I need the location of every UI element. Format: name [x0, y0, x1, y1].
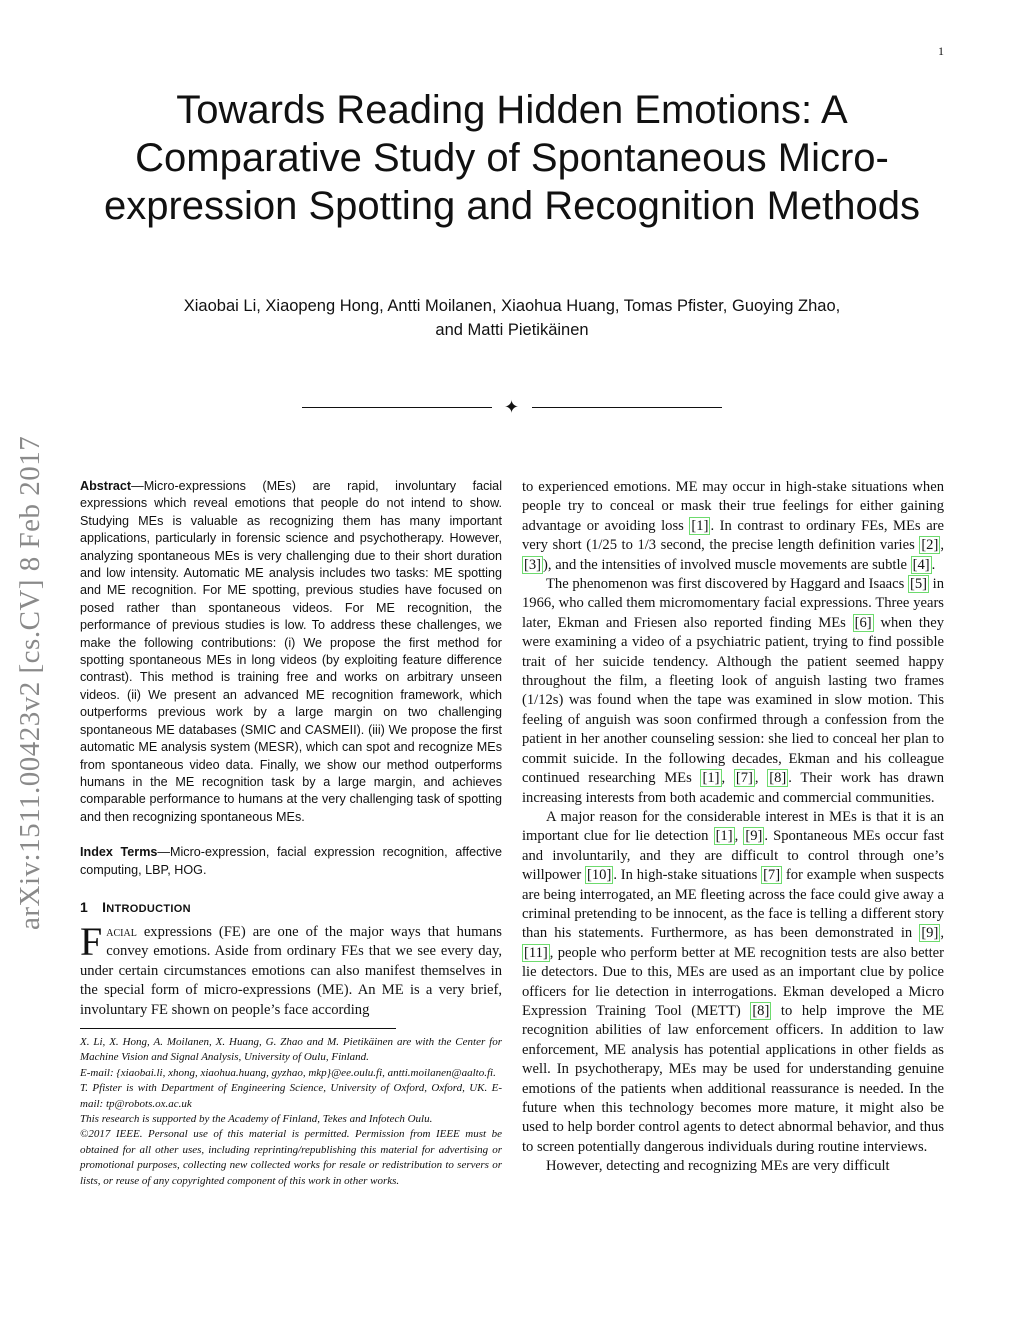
- citation-link[interactable]: [3]: [524, 556, 542, 573]
- citation-link[interactable]: [5]: [909, 576, 927, 593]
- section-heading-rest: NTRODUCTION: [106, 902, 191, 915]
- text-run: The phenomenon was first discovered by Haggard and Isaacs: [546, 576, 908, 593]
- page-number: 1: [938, 44, 944, 58]
- intro-paragraph-3: [522, 808, 944, 1157]
- text-run: in 1966, who called them micromomentary facial expressions. Three years later, Ekman and Friesen also reported finding MEs: [522, 576, 945, 631]
- separator-rule-left: [302, 407, 492, 408]
- drop-cap: F: [80, 918, 103, 964]
- text-run: . Their work has drawn increasing interests from both academic and commercial communities.: [522, 770, 945, 806]
- section-heading-introduction: [80, 899, 502, 915]
- intro-paragraph-1-text: expressions (FE) are one of the major ways that humans convey emotions. Aside from ordinary FEs that we see every day, under certain circumstances emotions can also manifest themselves in the special form of micro-expressions (ME). An ME is a very brief, involuntary FE shown on people’s face according: [80, 923, 502, 1018]
- text-run: when they were examining a video of a psychiatric patient, trying to find possible trait of her suicide tendency. Although the patient seemed happy throughout the film, a fleeting look of anguish lasting two frames (1/12s) was found when the tape was examined in slow motion. This feeling of anguish was soon confirmed through a confession from the patient in her another counseling session: she lied to conceal her plan to commit suicide. In the following decades, Ekman and his colleague continued researching MEs: [522, 614, 944, 787]
- text-run: , people who perform better at ME recognition tests are also better lie detectors. Due to this, MEs are used as an important clue by police officers for lie detection in interrogations. Ekman developed a Micro Expression Training Tool (METT): [522, 944, 944, 1019]
- text-run: for example when suspects are being interrogated, an ME fleeting across the face could give away a criminal pretending to be innocent, as the face is telling a different story than his statements. Furthermore, as has been demonstrated in: [522, 867, 944, 942]
- citation-link[interactable]: [9]: [921, 925, 939, 942]
- arxiv-identifier-stamp: arXiv:1511.00423v2 [cs.CV] 8 Feb 2017: [14, 435, 46, 930]
- footnote-oxford: T. Pfister is with Department of Engineering Science, University of Oxford, Oxford, UK. E-mail: tp@robots.ox.ac.uk: [80, 1082, 502, 1110]
- footnotes: [80, 1035, 502, 1189]
- four-point-star-icon: ✦: [504, 397, 520, 417]
- intro-paragraph-2: [522, 575, 944, 808]
- text-run: ,: [734, 828, 744, 845]
- text-run: . In contrast to ordinary FEs, MEs are very short (1/25 to 1/3 second, the precise length definition varies: [522, 517, 945, 554]
- citation-link[interactable]: [6]: [854, 614, 872, 631]
- intro-paragraph-4: However, detecting and recognizing MEs are very difficult: [546, 1158, 890, 1175]
- citation-link[interactable]: [8]: [769, 770, 787, 787]
- footnote-funding: This research is supported by the Academy of Finland, Tekes and Infotech Oulu.: [80, 1113, 433, 1125]
- index-terms-text: —Micro-expression, facial expression recognition, affective computing, LBP, HOG.: [80, 845, 502, 877]
- text-run: .: [931, 556, 936, 573]
- author-line-1: Xiaobai Li, Xiaopeng Hong, Antti Moilanen, Xiaohua Huang, Tomas Pfister, Guoying Zhao,: [183, 297, 841, 315]
- intro-paragraph-1: [80, 918, 502, 1020]
- footnote-copyright: ©2017 IEEE. Personal use of this material is permitted. Permission from IEEE must be obtained for all other uses, including reprinting/republishing this material for advertising or promotional purposes, collecting new collected works for resale or redistribution to servers or lists, or reuse of any copyrighted component of this work in other works.: [80, 1128, 502, 1187]
- footnote-rule: [80, 1028, 396, 1029]
- section-heading-initial: I: [102, 898, 107, 915]
- citation-link[interactable]: [1]: [702, 770, 720, 787]
- paper-title: Towards Reading Hidden Emotions: A Comparative Study of Spontaneous Micro-expression Spotting and Recognition Methods: [103, 88, 921, 228]
- citation-link[interactable]: [7]: [763, 867, 781, 884]
- citation-link[interactable]: [2]: [921, 537, 939, 554]
- left-column: [80, 478, 502, 1189]
- right-column: [522, 478, 944, 1177]
- citation-link[interactable]: [11]: [524, 944, 548, 961]
- separator-rule-right: [532, 407, 722, 408]
- citation-link[interactable]: [10]: [586, 867, 612, 884]
- text-run: A major reason for the considerable interest in MEs is that it is an important clue for lie detection: [522, 808, 944, 845]
- footnote-email: E-mail: {xiaobai.li, xhong, xiaohua.huang, gyzhao, mkp}@ee.oulu.fi, antti.moilanen@aalto.fi.: [80, 1066, 496, 1079]
- abstract: [80, 478, 502, 826]
- text-run: ), and the intensities of involved muscle movements are subtle: [543, 556, 911, 573]
- text-run: to help improve the ME recognition abilities of law enforcement officers. In addition to law enforcement, ME analysis has potential applications in other fields as well. In psychotherapy, MEs may be used for understanding genuine emotions of the patients when additional reassurance is needed. In the future when this technology becomes more mature, it might also be used to help border control agents to detect abnormal behavior, and thus to screen potentially dangerous individuals during routine interviews.: [522, 1002, 945, 1155]
- author-list: [100, 294, 924, 342]
- citation-link[interactable]: [1]: [715, 828, 733, 845]
- intro-paragraph-1-continued: [522, 478, 944, 575]
- text-run: to experienced emotions. ME may occur in high-stake situations when people try to conceal or mask their true feelings for either gaining advantage or avoiding loss: [522, 479, 944, 534]
- text-run: ,: [754, 770, 768, 787]
- intro-lead-smallcaps: acial: [106, 923, 137, 940]
- citation-link[interactable]: [8]: [752, 1002, 770, 1019]
- text-run: . Spontaneous MEs occur fast and involuntarily, and they are difficult to control through one’s willpower: [522, 828, 944, 884]
- index-terms-label: Index Terms: [80, 845, 158, 860]
- text-run: ,: [940, 537, 944, 554]
- citation-link[interactable]: [4]: [912, 556, 930, 573]
- section-number: 1: [80, 898, 89, 915]
- footnote-affiliation: X. Li, X. Hong, A. Moilanen, X. Huang, G. Zhao and M. Pietikäinen are with the Center for Machine Vision and Signal Analysis, University of Oulu, Finland.: [80, 1035, 502, 1064]
- text-run: ,: [940, 925, 944, 942]
- text-run: ,: [721, 770, 734, 787]
- citation-link[interactable]: [1]: [691, 517, 709, 534]
- abstract-label: Abstract: [80, 479, 132, 493]
- citation-link[interactable]: [7]: [735, 770, 753, 787]
- author-line-2: and Matti Pietikäinen: [435, 321, 589, 339]
- citation-link[interactable]: [9]: [745, 828, 763, 845]
- abstract-text: —Micro-expressions (MEs) are rapid, involuntary facial expressions which reveal emotions that people do not intend to show. Studying MEs is valuable as recognizing them has many important applications, particularly in forensic science and psychotherapy. However, analyzing spontaneous MEs is very challenging due to their short duration and low intensity. Automatic ME analysis includes two tasks: ME spotting and ME recognition. For ME spotting, previous studies have focused on posed rather than spontaneous videos. For ME recognition, the performance of previous studies is low. To address these challenges, we make the following contributions: (i) We propose the first method for spotting spontaneous MEs in long videos (by exploiting feature difference contrast). This method is training free and works on arbitrary unseen videos. (ii) We present an advanced ME recognition framework, which outperforms previous work by a large margin on two challenging spontaneous ME databases (SMIC and CASMEII). (iii) We propose the first automatic ME analysis system (MESR), which can spot and recognize MEs from spontaneous video data. Finally, we show our method outperforms humans in the ME recognition task by a large margin, and achieves comparable performance to humans at the very challenging task of spotting and then recognizing spontaneous MEs.: [80, 479, 502, 824]
- index-terms: [80, 844, 502, 879]
- title-separator: [302, 396, 722, 420]
- text-run: . In high-stake situations: [613, 867, 762, 884]
